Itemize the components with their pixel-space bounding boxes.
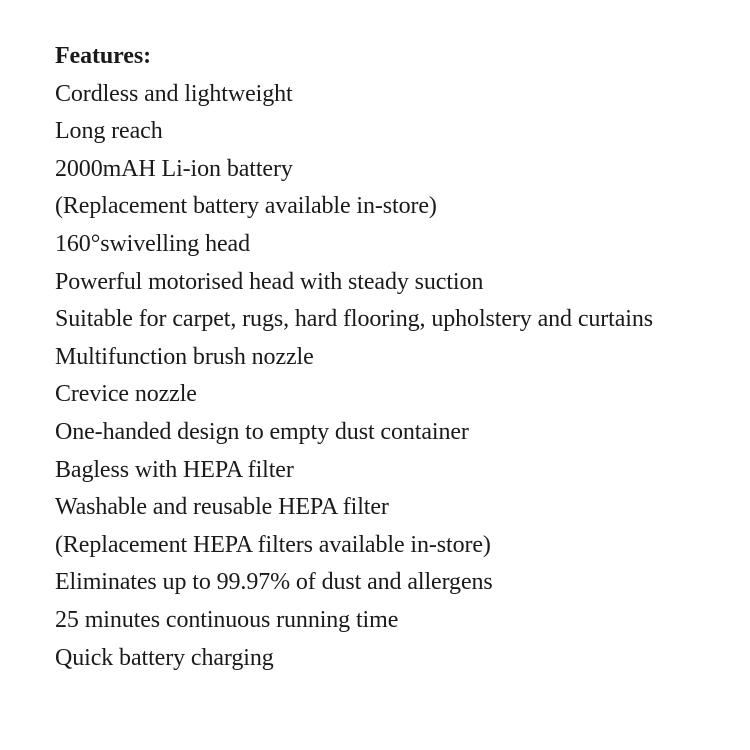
feature-item: One-handed design to empty dust container bbox=[55, 418, 469, 445]
feature-item: Eliminates up to 99.97% of dust and allergens bbox=[55, 569, 493, 596]
features-heading: Features: bbox=[55, 43, 151, 69]
feature-item: Powerful motorised head with steady suction bbox=[55, 268, 484, 295]
feature-item: (Replacement battery available in-store) bbox=[55, 193, 437, 220]
feature-item: Long reach bbox=[55, 118, 163, 145]
feature-item: 160°swivelling head bbox=[55, 230, 250, 257]
feature-item: Crevice nozzle bbox=[55, 381, 197, 408]
feature-item: 2000mAH Li-ion battery bbox=[55, 155, 293, 182]
feature-item: 25 minutes continuous running time bbox=[55, 606, 399, 633]
features-section bbox=[55, 38, 695, 677]
feature-item: Suitable for carpet, rugs, hard flooring, upholstery and curtains bbox=[55, 306, 654, 333]
feature-item: Bagless with HEPA filter bbox=[55, 456, 294, 483]
feature-item: Multifunction brush nozzle bbox=[55, 343, 314, 370]
feature-item: Washable and reusable HEPA filter bbox=[55, 494, 389, 521]
features-list bbox=[55, 76, 695, 678]
feature-item: Cordless and lightweight bbox=[55, 80, 293, 107]
feature-item: (Replacement HEPA filters available in-store) bbox=[55, 531, 491, 558]
feature-item: Quick battery charging bbox=[55, 644, 274, 671]
